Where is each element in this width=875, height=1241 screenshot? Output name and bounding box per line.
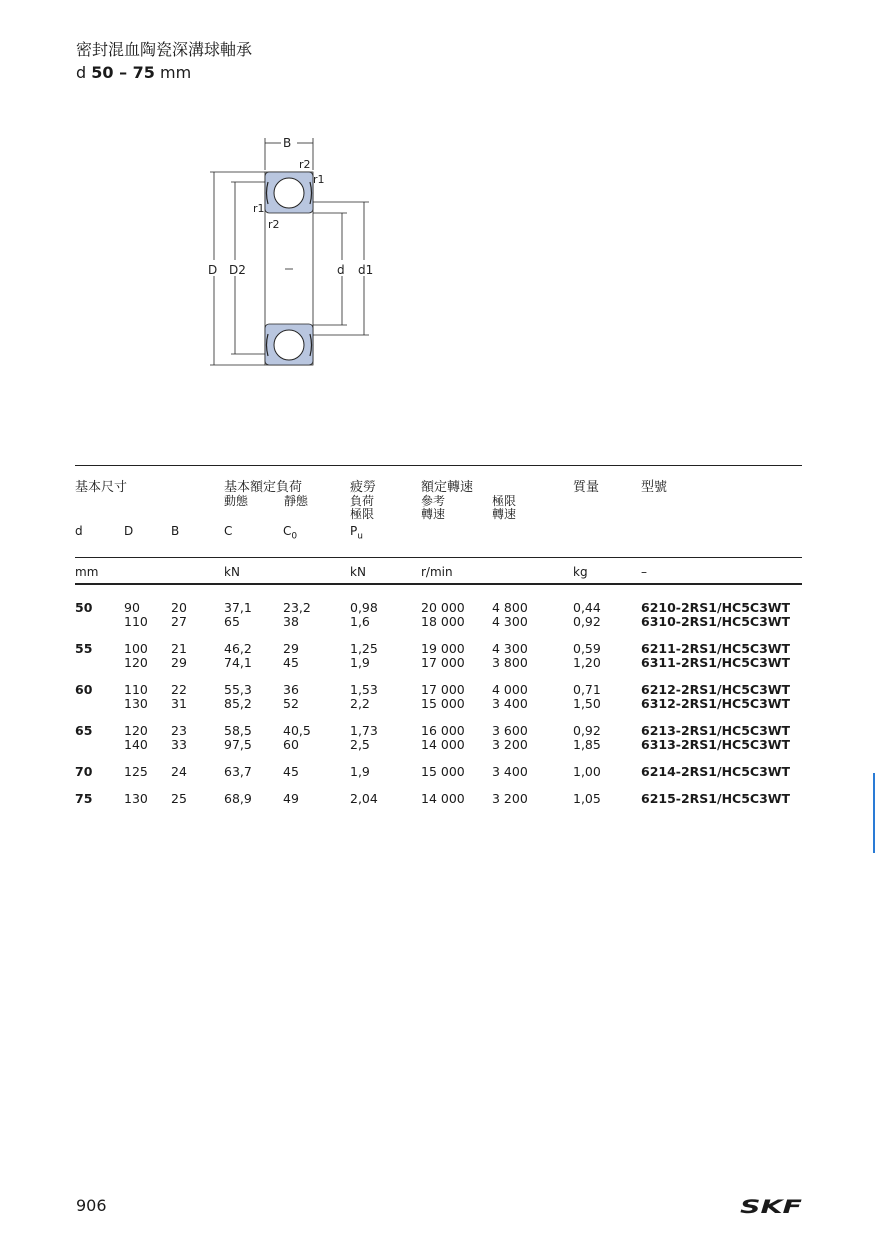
cell-mass: 0,71: [573, 682, 601, 697]
cell-c: 58,5: [224, 723, 252, 738]
cell-c0: 29: [283, 641, 299, 656]
table-row: [0, 656, 875, 670]
cell-pu: 2,04: [350, 791, 378, 806]
header-mass: 質量: [573, 480, 600, 495]
header-static: 靜態: [284, 494, 309, 508]
cell-outer-d: 90: [124, 600, 140, 615]
cell-outer-d: 120: [124, 654, 148, 670]
unit-fatigue: kN: [350, 565, 366, 579]
table-group: [0, 724, 875, 751]
cell-c0: 60: [283, 736, 299, 752]
table-row: [0, 683, 875, 697]
cell-ref-speed: 19 000: [421, 641, 465, 656]
cell-b: 29: [171, 654, 187, 670]
page-subtitle: [76, 63, 191, 83]
cell-ref-speed: 14 000: [421, 736, 465, 752]
header-fatigue-l2: 負荷: [350, 494, 375, 508]
cell-lim-speed: 4 300: [492, 641, 528, 656]
page-number: 906: [76, 1196, 107, 1215]
cell-pu: 1,9: [350, 764, 370, 779]
unit-mass: kg: [573, 565, 588, 579]
cell-designation: 6311-2RS1/HC5C3WT: [641, 654, 791, 670]
cell-pu: 0,98: [350, 600, 378, 615]
unit-speed: r/min: [421, 565, 453, 579]
table-group: [0, 601, 875, 628]
cell-mass: 1,05: [573, 791, 601, 806]
symbol-c0: $C_0$: [283, 524, 298, 542]
unit-dims: mm: [75, 565, 99, 579]
cell-mass: 0,92: [573, 723, 601, 738]
symbol-pu: $P_u$: [350, 524, 363, 542]
label-r1-left: r1: [253, 202, 265, 215]
cell-b: 22: [171, 682, 187, 697]
cell-lim-speed: 3 200: [492, 791, 528, 806]
header-dynamic: 動態: [224, 494, 249, 508]
cell-lim-speed: 3 200: [492, 736, 528, 752]
label-r1-right: r1: [313, 173, 325, 186]
symbol-outer-d: D: [124, 524, 134, 538]
cell-designation: 6313-2RS1/HC5C3WT: [641, 736, 791, 752]
bearing-drawing: [195, 130, 395, 375]
upper-ring-section: [265, 172, 313, 213]
cell-ref-speed: 16 000: [421, 723, 465, 738]
cell-pu: 1,9: [350, 654, 370, 670]
cell-ref-speed: 17 000: [421, 654, 465, 670]
cell-b: 27: [171, 613, 187, 629]
cell-pu: 2,5: [350, 736, 370, 752]
cell-lim-speed: 4 300: [492, 613, 528, 629]
unit-designation: –: [641, 565, 647, 579]
cell-pu: 1,53: [350, 682, 378, 697]
cell-mass: 0,92: [573, 613, 601, 629]
label-bore-diameter: d: [337, 263, 345, 277]
cell-d: 65: [75, 723, 93, 738]
cell-c: 74,1: [224, 654, 252, 670]
cell-b: 24: [171, 764, 187, 779]
cell-mass: 1,20: [573, 654, 601, 670]
table-group: [0, 683, 875, 710]
cell-d: 70: [75, 764, 93, 779]
cell-ref-speed: 18 000: [421, 613, 465, 629]
label-d1: d1: [358, 263, 374, 277]
cell-outer-d: 120: [124, 723, 148, 738]
table-row: [0, 765, 875, 779]
cell-lim-speed: 4 000: [492, 682, 528, 697]
table-group: [0, 792, 875, 806]
cell-ref-speed: 20 000: [421, 600, 465, 615]
cell-lim-speed: 3 600: [492, 723, 528, 738]
subtitle-prefix: d: [76, 63, 87, 82]
cell-ref-speed: 17 000: [421, 682, 465, 697]
cell-c0: 52: [283, 695, 299, 711]
unit-load: kN: [224, 565, 240, 579]
cell-b: 21: [171, 641, 187, 656]
table-row: [0, 738, 875, 752]
cell-designation: 6213-2RS1/HC5C3WT: [641, 723, 791, 738]
cell-pu: 2,2: [350, 695, 370, 711]
table-top-rule: [75, 465, 802, 466]
header-principal-dimensions: 基本尺寸: [75, 480, 128, 495]
cell-lim-speed: 4 800: [492, 600, 528, 615]
skf-logo: [740, 1196, 802, 1216]
brand-wordmark: SKF: [740, 1196, 802, 1216]
symbol-d: d: [75, 524, 83, 538]
cell-pu: 1,73: [350, 723, 378, 738]
cell-designation: 6312-2RS1/HC5C3WT: [641, 695, 791, 711]
units-bottom-rule: [75, 583, 802, 585]
cell-c: 37,1: [224, 600, 252, 615]
cell-b: 20: [171, 600, 187, 615]
cell-mass: 0,59: [573, 641, 601, 656]
cell-c: 68,9: [224, 791, 252, 806]
cell-outer-d: 125: [124, 764, 148, 779]
cell-pu: 1,25: [350, 641, 378, 656]
cell-c: 65: [224, 613, 240, 629]
subtitle-range: 50 – 75: [91, 63, 155, 82]
cell-mass: 1,85: [573, 736, 601, 752]
page-title: 密封混血陶瓷深溝球軸承: [76, 40, 253, 59]
cell-pu: 1,6: [350, 613, 370, 629]
table-group: [0, 765, 875, 779]
cell-c: 63,7: [224, 764, 252, 779]
cell-outer-d: 110: [124, 682, 148, 697]
cell-designation: 6215-2RS1/HC5C3WT: [641, 791, 791, 806]
header-reference-l1: 參考: [421, 494, 446, 508]
cell-lim-speed: 3 400: [492, 695, 528, 711]
cell-designation: 6310-2RS1/HC5C3WT: [641, 613, 791, 629]
table-row: [0, 792, 875, 806]
cell-c0: 36: [283, 682, 299, 697]
cell-d: 60: [75, 682, 93, 697]
symbol-c: C: [224, 524, 233, 538]
cell-outer-d: 130: [124, 791, 148, 806]
header-limiting-l1: 極限: [492, 494, 517, 508]
subtitle-unit: mm: [160, 63, 192, 82]
cell-c: 85,2: [224, 695, 252, 711]
cell-outer-d: 130: [124, 695, 148, 711]
cell-designation: 6212-2RS1/HC5C3WT: [641, 682, 791, 697]
cell-c: 97,5: [224, 736, 252, 752]
table-row: [0, 697, 875, 711]
cell-ref-speed: 15 000: [421, 695, 465, 711]
header-speed-ratings: 額定轉速: [421, 480, 474, 495]
cell-c: 55,3: [224, 682, 252, 697]
cell-c0: 23,2: [283, 600, 311, 615]
units-top-rule: [75, 557, 802, 558]
cell-c: 46,2: [224, 641, 252, 656]
table-row: [0, 642, 875, 656]
cell-outer-d: 100: [124, 641, 148, 656]
cell-mass: 1,00: [573, 764, 601, 779]
label-d2: D2: [229, 263, 246, 277]
cell-b: 25: [171, 791, 187, 806]
label-r2-left: r2: [268, 218, 280, 231]
header-reference-l2: 轉速: [421, 507, 446, 521]
cell-designation: 6211-2RS1/HC5C3WT: [641, 641, 791, 656]
cell-d: 75: [75, 791, 93, 806]
header-designation: 型號: [641, 480, 668, 495]
table-group: [0, 642, 875, 669]
cell-lim-speed: 3 800: [492, 654, 528, 670]
cell-mass: 1,50: [573, 695, 601, 711]
label-outer-diameter: D: [208, 263, 218, 277]
cell-ref-speed: 14 000: [421, 791, 465, 806]
cell-lim-speed: 3 400: [492, 764, 528, 779]
cell-designation: 6210-2RS1/HC5C3WT: [641, 600, 791, 615]
header-basic-load-ratings: 基本額定負荷: [224, 480, 303, 495]
table-row: [0, 601, 875, 615]
cell-b: 23: [171, 723, 187, 738]
cell-c0: 45: [283, 654, 299, 670]
cell-d: 55: [75, 641, 93, 656]
cell-b: 31: [171, 695, 187, 711]
cell-c0: 49: [283, 791, 299, 806]
cell-c0: 38: [283, 613, 299, 629]
cell-d: 50: [75, 600, 93, 615]
header-fatigue-l3: 極限: [350, 507, 375, 521]
label-r2-top: r2: [299, 158, 311, 171]
cell-outer-d: 110: [124, 613, 148, 629]
header-limiting-l2: 轉速: [492, 507, 517, 521]
cell-c0: 40,5: [283, 723, 311, 738]
table-row: [0, 724, 875, 738]
cell-outer-d: 140: [124, 736, 148, 752]
cell-b: 33: [171, 736, 187, 752]
table-row: [0, 615, 875, 629]
symbol-b: B: [171, 524, 180, 538]
label-b: B: [283, 136, 292, 150]
cell-ref-speed: 15 000: [421, 764, 465, 779]
cell-mass: 0,44: [573, 600, 601, 615]
cell-designation: 6214-2RS1/HC5C3WT: [641, 764, 791, 779]
header-fatigue-l1: 疲勞: [350, 480, 377, 495]
cell-c0: 45: [283, 764, 299, 779]
lower-ring-section: [265, 324, 313, 365]
